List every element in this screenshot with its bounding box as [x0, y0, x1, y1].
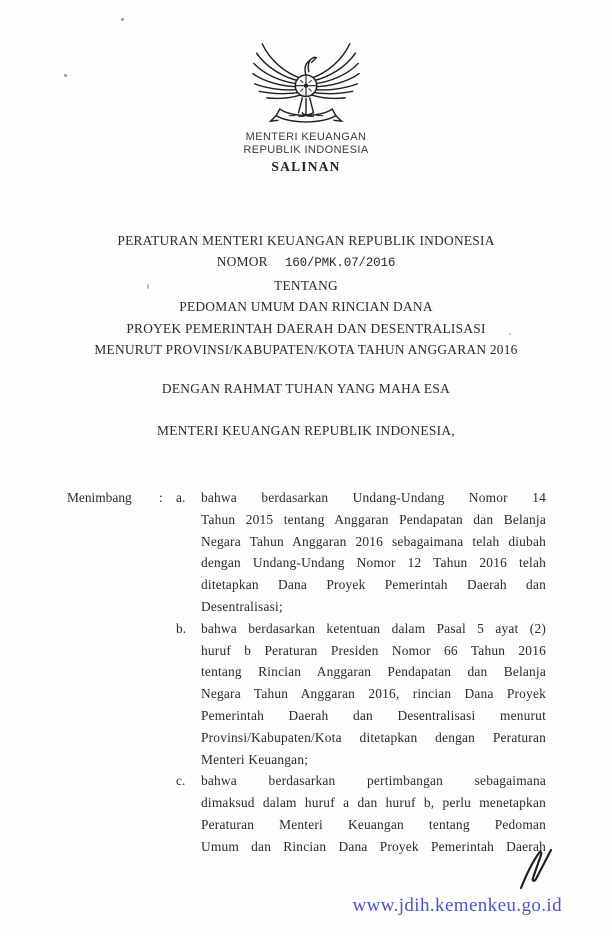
garuda-pancasila-emblem — [250, 33, 362, 131]
text-line: Menteri Keuangan; — [201, 751, 309, 767]
consideration-item — [176, 618, 546, 771]
authority-line: MENTERI KEUANGAN REPUBLIK INDONESIA, — [157, 423, 455, 438]
text-line: Negara Tahun Anggaran 2016 sebagaimana telah diubah — [201, 533, 546, 549]
text-line: Desentralisasi; — [201, 598, 283, 614]
jdih-website-link[interactable]: www.jdih.kemenkeu.go.id — [352, 895, 562, 916]
paraph-initials-icon — [516, 845, 560, 893]
text-line: dengan Undang-Undang Nomor 12 Tahun 2016 telah — [201, 555, 546, 571]
consideration-letter: b. — [176, 620, 187, 636]
considerations-section — [67, 487, 546, 858]
text-line: bahwa berdasarkan Undang-Undang Nomor 14 — [201, 490, 546, 505]
considerations-items — [176, 487, 546, 858]
ministry-country: REPUBLIK INDONESIA — [243, 143, 369, 156]
considerations-colon: : — [159, 490, 163, 505]
consideration-text — [201, 618, 546, 771]
text-line: bahwa berdasarkan pertimbangan sebagaimana — [201, 773, 546, 789]
regulation-title-block — [0, 230, 612, 360]
nomor-value: 160/PMK.07/2016 — [284, 256, 396, 271]
consideration-item — [176, 487, 546, 618]
scan-speckle — [64, 74, 67, 77]
ministry-header — [0, 131, 612, 156]
text-line: Pemerintah Daerah dan Desentralisasi menurut — [201, 707, 546, 723]
subject-line: PROYEK PEMERINTAH DAERAH DAN DESENTRALISASI — [126, 320, 486, 336]
text-line: bahwa berdasarkan ketentuan dalam Pasal 5 ayat (2) — [201, 620, 546, 636]
text-line: Peraturan Menteri Keuangan tentang Pedoman — [201, 816, 546, 832]
text-line: huruf b Peraturan Presiden Nomor 66 Tahun 2016 — [201, 642, 546, 658]
invocation-line: DENGAN RAHMAT TUHAN YANG MAHA ESA — [161, 381, 451, 396]
ministry-name: MENTERI KEUANGAN — [245, 131, 367, 143]
scan-speckle — [121, 18, 124, 21]
consideration-letter: c. — [176, 773, 186, 789]
subject-line: PEDOMAN UMUM DAN RINCIAN DANA — [179, 299, 433, 315]
nomor-label: NOMOR — [216, 254, 268, 270]
subject-line: MENURUT PROVINSI/KABUPATEN/KOTA TAHUN ANGGARAN 2016 — [94, 342, 518, 358]
consideration-text — [201, 770, 546, 857]
consideration-text — [201, 487, 546, 618]
text-line: Negara Tahun Anggaran 2016, rincian Dana Proyek — [201, 686, 546, 702]
tentang-label: TENTANG — [274, 277, 338, 293]
text-line: ditetapkan Dana Proyek Pemerintah Daerah dan — [201, 577, 546, 593]
text-line: Provinsi/Kabupaten/Kota ditetapkan dengan Peraturan — [201, 729, 546, 745]
text-line: dimaksud dalam huruf a dan huruf b, perlu menetapkan — [201, 795, 546, 811]
regulation-title: PERATURAN MENTERI KEUANGAN REPUBLIK INDONESIA — [117, 233, 495, 248]
regulation-number-line — [0, 251, 612, 274]
considerations-label: Menimbang — [67, 490, 132, 505]
consideration-letter: a. — [176, 490, 186, 505]
text-line: Tahun 2015 tentang Anggaran Pendapatan dan Belanja — [201, 511, 546, 527]
copy-stamp: SALINAN — [271, 159, 341, 174]
consideration-item — [176, 770, 546, 857]
text-line: tentang Rincian Anggaran Pendapatan dan Belanja — [201, 664, 546, 680]
text-line: Umum dan Rincian Dana Proyek Pemerintah Daerah — [201, 838, 546, 854]
